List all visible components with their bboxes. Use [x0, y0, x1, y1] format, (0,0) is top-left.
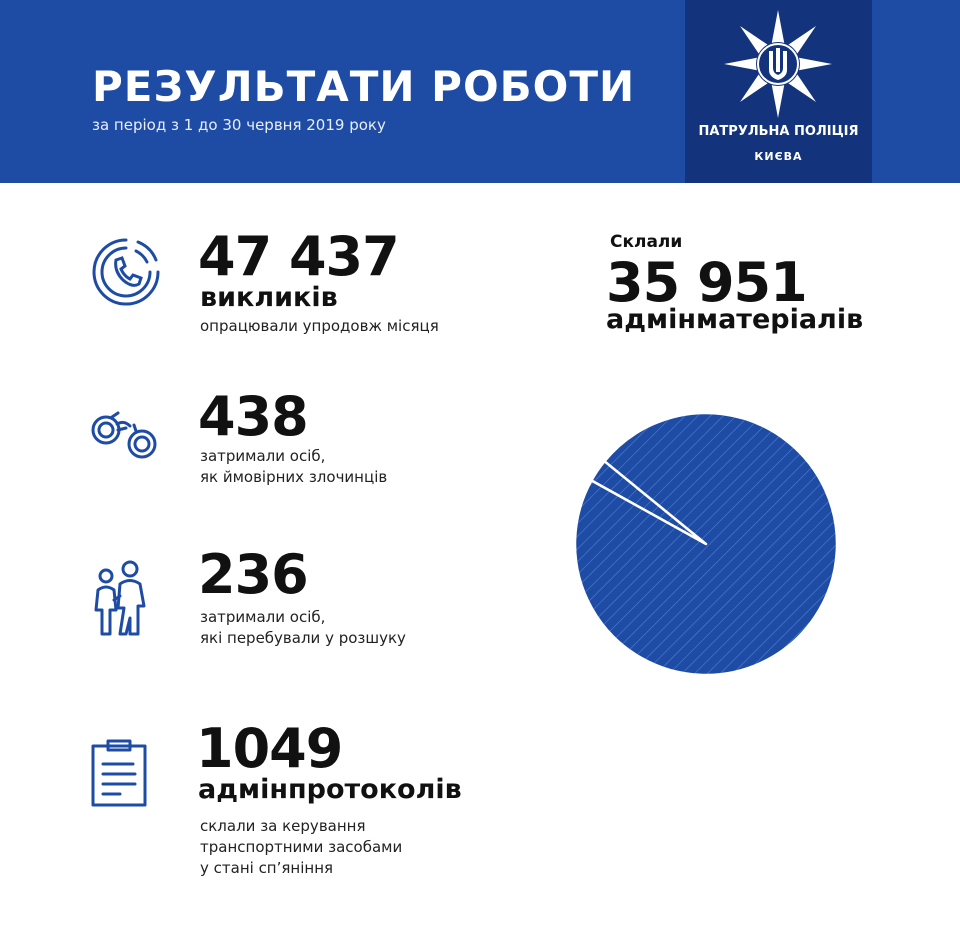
detained-wanted-desc-line2: які перебували у розшуку [200, 629, 406, 647]
protocols-unit: адмінпротоколів [198, 774, 462, 805]
logo-name: ПАТРУЛЬНА ПОЛІЦІЯ [698, 124, 859, 139]
detained-criminals-number: 438 [198, 385, 308, 448]
logo-city: КИЄВА [754, 150, 803, 163]
phone-icon [92, 238, 160, 306]
calls-number: 47 437 [198, 225, 399, 288]
clipboard-icon [90, 738, 148, 808]
protocols-desc-line3: у стані сп’яніння [200, 859, 334, 877]
calls-description: опрацювали упродовж місяця [200, 317, 439, 335]
admin-materials-label: Склали [610, 232, 683, 252]
protocols-desc-line2: транспортними засобами [200, 838, 403, 856]
detained-criminals-desc-line2: як ймовірних злочинців [200, 468, 388, 486]
admin-materials-number: 35 951 [606, 251, 807, 314]
page-subtitle: за період з 1 до 30 червня 2019 року [92, 116, 386, 134]
calls-unit: викликів [200, 282, 338, 313]
detained-criminals-desc-line1: затримали осіб, [200, 447, 326, 465]
handcuffs-icon [88, 408, 160, 464]
page-title: РЕЗУЛЬТАТИ РОБОТИ [92, 62, 636, 111]
pie-chart [574, 412, 838, 676]
admin-materials-unit: адмінматеріалів [606, 304, 864, 335]
protocols-number: 1049 [196, 717, 343, 780]
protocols-desc-line1: склали за керування [200, 817, 366, 835]
people-icon [88, 560, 154, 640]
detained-wanted-desc-line1: затримали осіб, [200, 608, 326, 626]
header-banner [0, 0, 960, 183]
pie-slice-2 [575, 413, 837, 675]
police-star-icon [722, 8, 834, 120]
detained-wanted-number: 236 [198, 543, 308, 606]
